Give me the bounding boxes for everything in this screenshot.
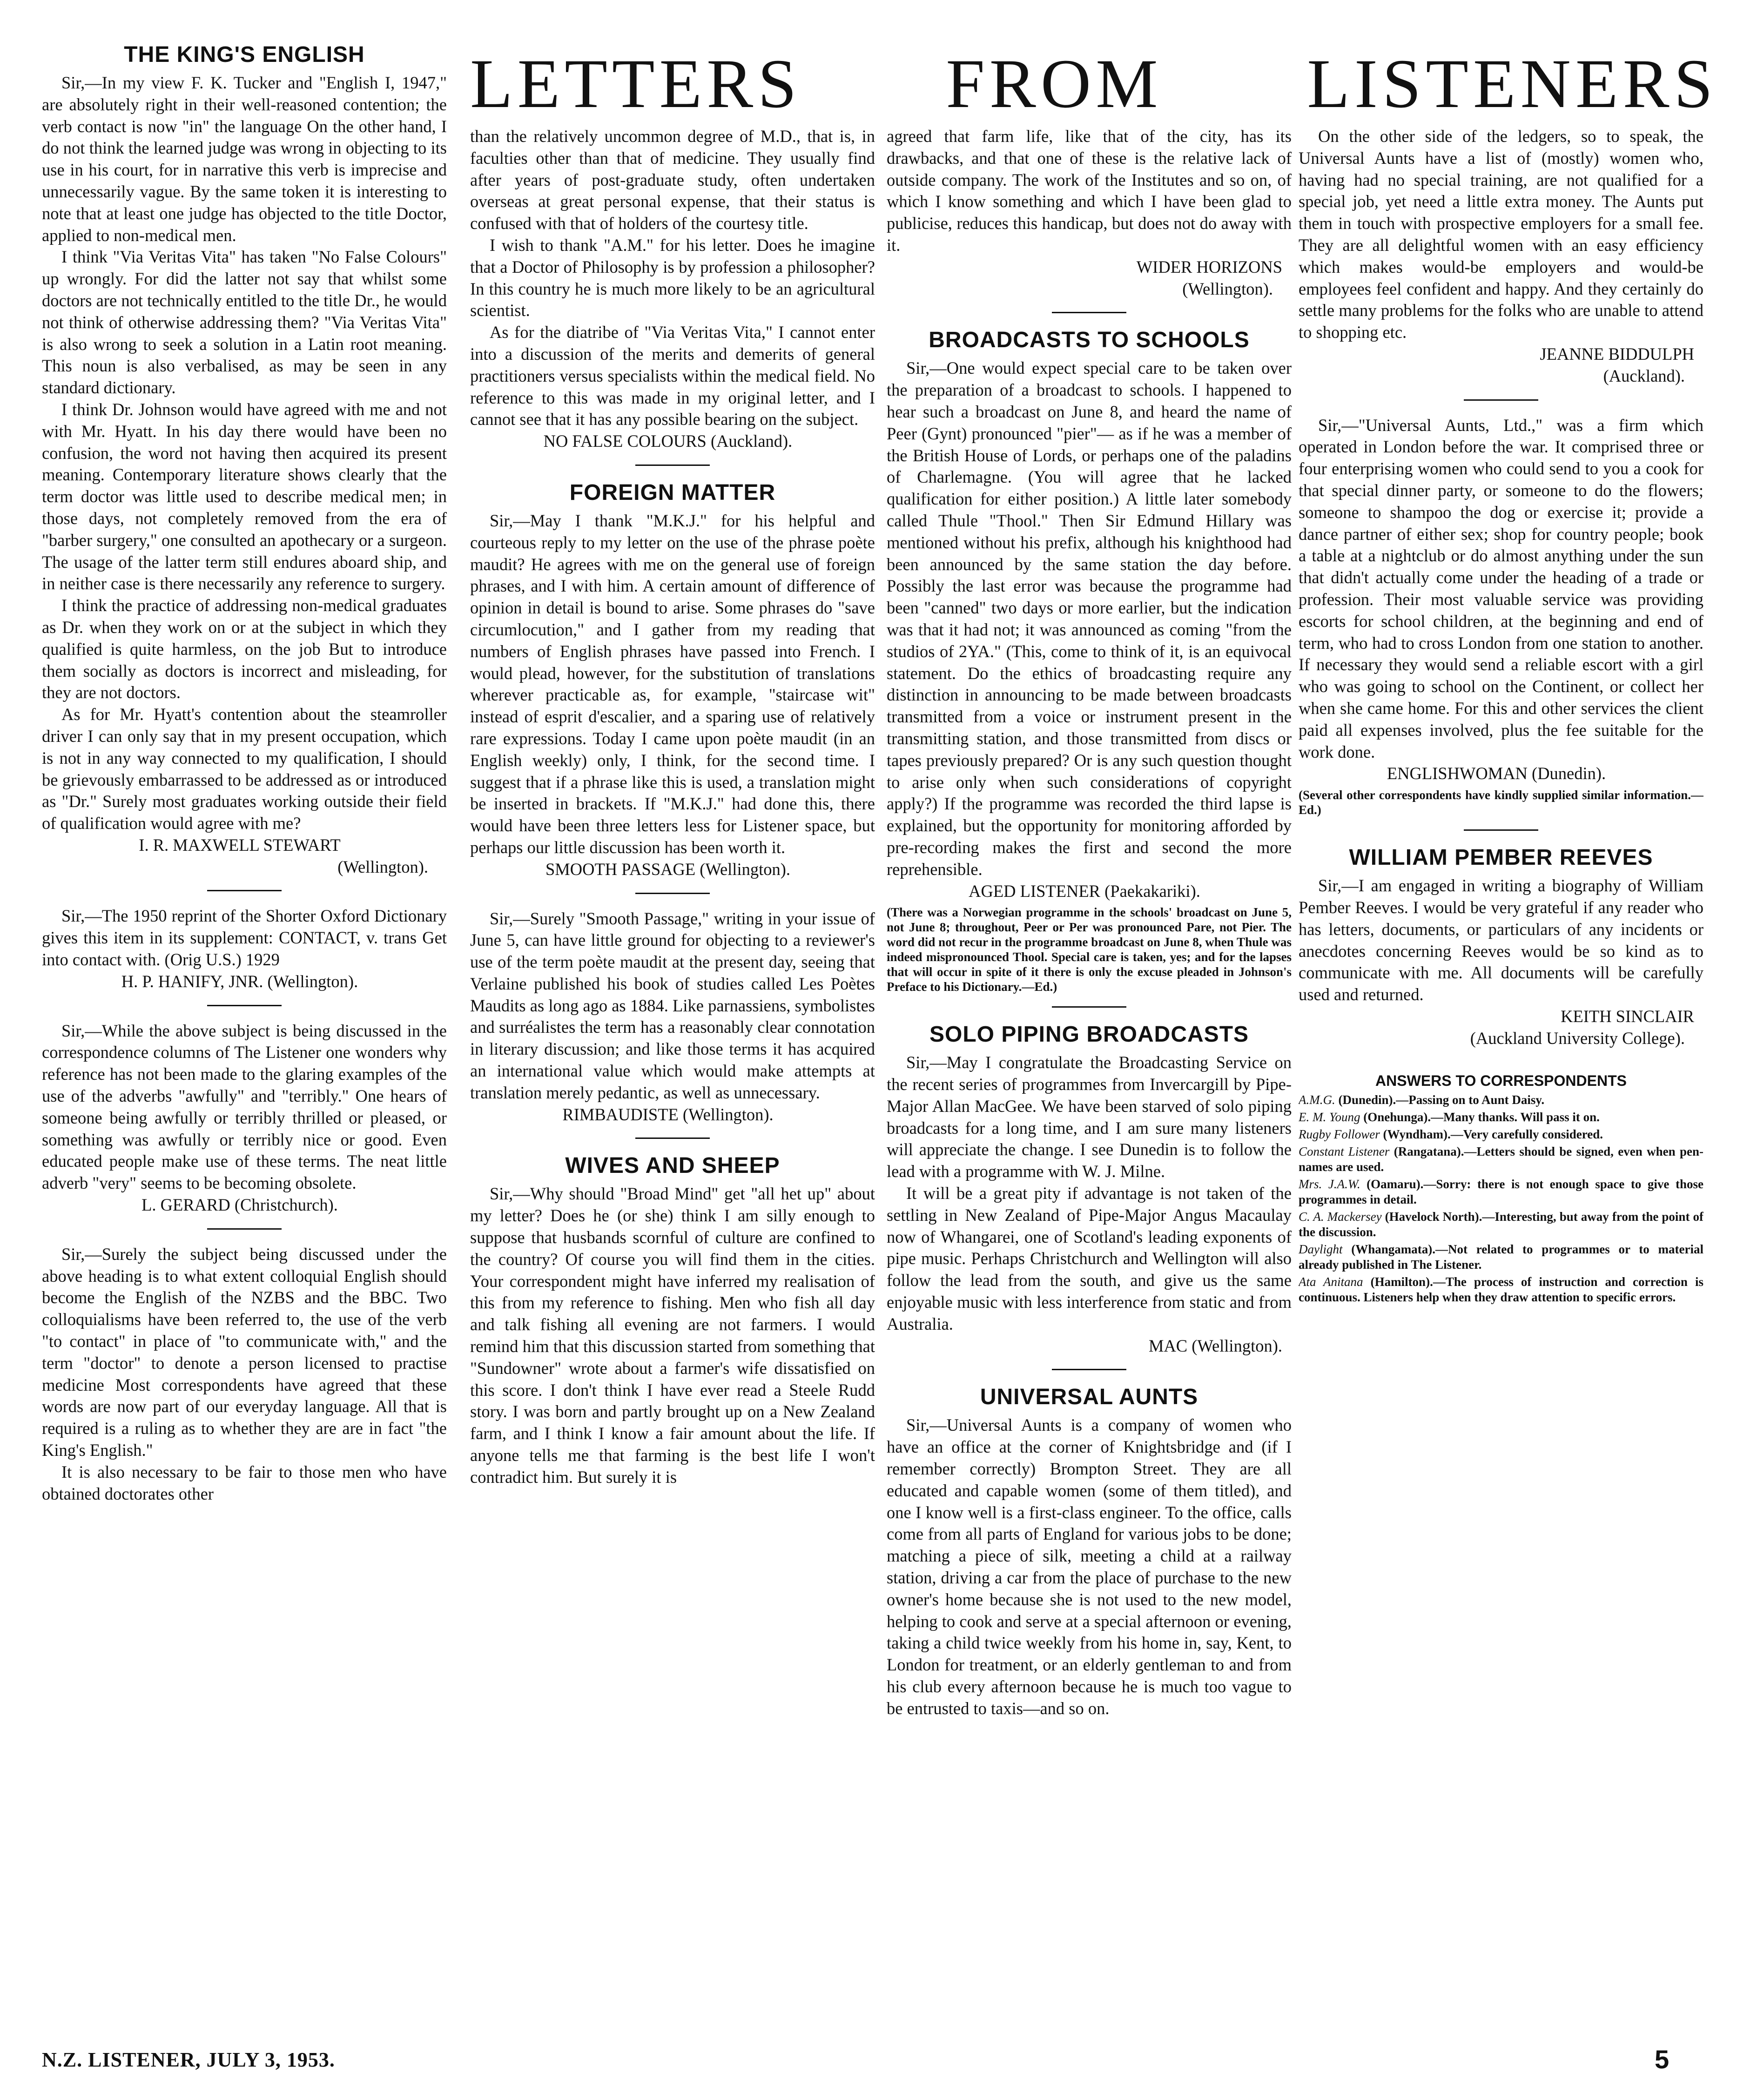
heading-solo-piping: SOLO PIPING BROADCASTS (929, 1022, 1249, 1047)
divider (1464, 399, 1538, 401)
answer-correspondent: Mrs. J.A.W. (1299, 1177, 1360, 1191)
letter-paragraph: Sir,—May I thank "M.K.J." for his helpful and courteous reply to my letter on the use of the phrase poète maudit? He agrees with me on the general use of foreign phrases, and I with him. A certain amount of difference of opinion in detail is bound to arise. Some phrases do "save circumlocution," and I gather from my reading that numbers of English phrases have passed into French. I would plead, however, for the substitution of translations wherever practicable as, for example, "staircase wit" instead of esprit d'escalier, and a sparing use of relatively rare expressions. Today I came upon poète maudit (in an English weekly) only, I think, for the second time. I suggest that if a phrase like this is used, a translation might be inserted in brackets. If "M.K.J." had done this, there would have been three letters less for Listener space, but perhaps our little discussion has been worth it. (470, 511, 875, 857)
footer-publication: N.Z. LISTENER, JULY 3, 1953. (42, 2048, 335, 2071)
letter-paragraph: It will be a great pity if advantage is not taken of the settling in New Zealand of Pipe-Major Angus Macaulay now of Whangarei, one of Scotland's leading exponents of pipe music. Perhaps Christchurch and Wellington will also follow the lead from the south, and give us the same enjoyable music with less interference from static and from Australia. (887, 1184, 1292, 1333)
letter-paragraph: On the other side of the ledgers, so to speak, the Universal Aunts have a list of (mostly) women who, having had no special training, are not qualified for a special job, yet need a little extra money. The Aunts put them in touch with prospective employers for a small fee. They are all delightful women with an easy efficiency which makes would-be employers and would-be employees feel confident and happy. And they certainly do settle many problems for the folks who are unable to attend to shopping etc. (1299, 127, 1703, 342)
letter-paragraph: I wish to thank "A.M." for his letter. Does he imagine that a Doctor of Philosophy is by profession a philosopher? In this country he is much more likely to be an agricultural scientist. (470, 235, 875, 320)
answer-item (1299, 1274, 1703, 1305)
answer-item (1299, 1092, 1703, 1108)
letter-paragraph: As for the diatribe of "Via Veritas Vita," I cannot enter into a discussion of the merits and demerits of general practitioners versus specialists within the medical field. No reference to this was made in my original letter, and I cannot see that it has any possible bearing on the subject. (470, 323, 875, 429)
answer-item (1299, 1110, 1703, 1125)
divider (1052, 1369, 1126, 1370)
masthead-word-letters: LETTERS (470, 45, 801, 122)
signature: WIDER HORIZONS (1136, 257, 1282, 276)
letter-paragraph: As for Mr. Hyatt's contention about the steamroller driver I can only say that in my present occupation, which is not in any way connected to my qualification, I should be grievously embarrassed to be addressed as or introduced as "Dr." Surely most graduates working outside their field of qualification would agree with me? (42, 705, 447, 833)
signature-place: (Auckland University College). (1470, 1028, 1685, 1048)
signature: AGED LISTENER (Paekakariki). (969, 881, 1200, 901)
answer-text: (Whangamata).—Not related to programmes or to material already published in The Listener. (1299, 1242, 1703, 1272)
masthead (470, 45, 1717, 122)
signature: H. P. HANIFY, JNR. (Wellington). (121, 971, 358, 991)
answer-text: (Rangatana).—Letters should be signed, even when pen-names are used. (1299, 1144, 1703, 1174)
letter-paragraph: Sir,—May I congratulate the Broadcasting Service on the recent series of programmes from Invercargill by Pipe-Major Allan MacGee. We have been starved of solo piping broadcasts for a long time, and I am sure many listeners will appreciate the change. I see Dunedin is to follow the lead with a programme with W. J. Milne. (887, 1053, 1292, 1181)
signature: NO FALSE COLOURS (Auckland). (543, 431, 793, 451)
signature: JEANNE BIDDULPH (1540, 344, 1694, 363)
editor-note: (Several other correspondents have kindly supplied similar information.—Ed.) (1299, 788, 1703, 817)
answer-correspondent: E. M. Young (1299, 1110, 1360, 1124)
answer-item (1299, 1127, 1703, 1142)
divider (207, 1005, 282, 1006)
heading-kings-english: THE KING'S ENGLISH (124, 42, 365, 67)
answer-text: (Wyndham).—Very carefully considered. (1380, 1127, 1603, 1142)
letter-paragraph: Sir,—In my view F. K. Tucker and "English I, 1947," are absolutely right in their well-reasoned contention; the verb contact is now "in" the language On the other hand, I do not think the learned judge was wrong in objecting to its use in his court, for in narrative this verb is imprecise and unnecessarily vague. By the same token it is interesting to note that at least one judge has objected to the title Doctor, applied to non-medical men. (42, 73, 447, 245)
heading-foreign-matter: FOREIGN MATTER (569, 480, 776, 505)
signature: RIMBAUDISTE (Wellington). (562, 1104, 774, 1124)
divider (207, 890, 282, 891)
answer-item (1299, 1242, 1703, 1272)
signature: KEITH SINCLAIR (1561, 1006, 1694, 1026)
answer-correspondent: Rugby Follower (1299, 1127, 1380, 1142)
divider (1464, 829, 1538, 831)
signature: ENGLISHWOMAN (Dunedin). (1387, 764, 1606, 783)
letter-paragraph: I think "Via Veritas Vita" has taken "No False Colours" up wrongly. For did the latter not say that whilst some doctors are not technically entitled to the title Dr., he would not think of otherwise addressing them? "Via Veritas Vita" is also wrong to seek a solution in a Latin root meaning. This noun is also verbalised, as may be seen in any standard dictionary. (42, 247, 447, 397)
masthead-word-from: FROM (946, 45, 1163, 122)
answer-item (1299, 1177, 1703, 1207)
answer-text: (Oamaru).—Sorry: there is not enough space to give those programmes in detail. (1299, 1177, 1703, 1207)
divider (1052, 1006, 1126, 1008)
signature-place: (Auckland). (1603, 366, 1685, 385)
heading-answers-to-correspondents: ANSWERS TO CORRESPONDENTS (1375, 1072, 1627, 1090)
heading-universal-aunts: UNIVERSAL AUNTS (980, 1385, 1198, 1410)
signature: I. R. MAXWELL STEWART (139, 835, 341, 855)
answer-correspondent: A.M.G. (1299, 1093, 1335, 1107)
divider (635, 1138, 710, 1139)
column-4 (1299, 126, 1703, 2057)
divider (1052, 312, 1126, 313)
answers-list (1299, 1092, 1703, 1305)
letter-paragraph: I think the practice of addressing non-medical graduates as Dr. when they work on or at the subject in which they qualified is quite harmless, on the job But to introduce them socially as doctors is incorrect and misleading, for they are not doctors. (42, 596, 447, 702)
letter-paragraph: Sir,—One would expect special care to be taken over the preparation of a broadcast to schools. I happened to hear such a broadcast on June 8, and heard the name of Peer (Gynt) pronounced "pier"— as if he was a member of the British House of Lords, or perhaps one of the paladins of Charlemagne. (You will agree that he lacked qualification for either position.) A little later somebody called Thule "Thool." Then Sir Edmund Hillary was mentioned without his prefix, although his knighthood had been announced by the same station the day before. Possibly the last error was because the programme had been "canned" two days or more earlier, but the indication was that it had not; it was announced as coming "from the studios of 2YA." (This, come to think of it, is an equivocal statement. Do the ethics of broadcasting require any distinction in announcing to be made between broadcasts transmitted from a voice or instrument present in the transmitting station, and those transmitted from discs or tapes previously prepared? Or is any such question thought to arise only when such considerations of copyright apply?) If the programme was recorded the third lapse is explained, but the opportunity for monitoring afforded by pre-recording makes the first and second the more reprehensible. (887, 358, 1292, 879)
signature: L. GERARD (Christchurch). (141, 1195, 338, 1215)
letter-paragraph: Sir,—The 1950 reprint of the Shorter Oxford Dictionary gives this item in its supplement: CONTACT, v. trans Get into contact with. (Orig U.S.) 1929 (42, 906, 447, 969)
signature: SMOOTH PASSAGE (Wellington). (545, 859, 791, 879)
page-number: 5 (1655, 2045, 1670, 2074)
letter-paragraph: Sir,—Why should "Broad Mind" get "all het up" about my letter? Does he (or she) think I am silly enough to suppose that husbands scornful of culture are confined to the country? Of course you will find them in the cities. Your correspondent might have inferred my realisation of this from my reference to fishing. Men who fish all day and talk fishing all evening are not farmers. I would remind him that this discussion started from something that "Sundowner" wrote about a farmer's wife dissatisfied on this score. I don't think I have ever read a Steele Rudd story. I was born and partly brought up on a New Zealand farm, and I think I know a fair amount about the life. If anyone tells me that farming is the best life I won't contradict him. But surely it is (470, 1184, 875, 1487)
column-2 (470, 126, 875, 2057)
answer-item (1299, 1144, 1703, 1175)
letter-paragraph: Sir,—Surely "Smooth Passage," writing in your issue of June 5, can have little ground for objecting to a reviewer's use of the term poète maudit at the present day, seeing that Verlaine published his book of studies called Les Poètes Maudits as long ago as 1884. Like parnassiens, symbolistes and surréalistes the term has a reasonably clear connotation in literary discussion; and like those terms it has acquired an international value which would make attempts at translation merely pedantic, as well as unnecessary. (470, 909, 875, 1102)
divider (635, 464, 710, 466)
answer-text: (Dunedin).—Passing on to Aunt Daisy. (1335, 1093, 1545, 1107)
letter-paragraph: agreed that farm life, like that of the city, has its drawbacks, and that one of these is the relative lack of outside company. The work of the Institutes and so on, of which I know something and which I have been glad to publicise, reduces this handicap, but does not do away with it. (887, 127, 1292, 255)
letter-paragraph: I think Dr. Johnson would have agreed with me and not with Mr. Hyatt. In his day there would have been no confusion, the word not having then acquired its present meaning. Contemporary literature shows clearly that the term doctor was little used to describe medical men; in those days, not completely removed from the era of "barber surgery," one consulted an apothecary or a surgeon. The usage of the latter term still endures aboard ship, and in neither case is there necessarily any reference to surgery. (42, 399, 447, 593)
column-3 (887, 126, 1292, 2057)
editor-note: (There was a Norwegian programme in the schools' broadcast on June 5, not June 8; throughout, Peer or Per was pronounced Pare, not Pier. The word did not recur in the programme broadcast on June 8, when Thule was indeed mispronounced Thool. Special care is taken, yes; and for the lapses that will occur in spite of it there is only the excuse pleaded in Johnson's Preface to his Dictionary.—Ed.) (887, 905, 1292, 994)
letter-paragraph: Sir,—Universal Aunts is a company of women who have an office at the corner of Knightsbridge and (if I remember correctly) Brompton Street. They are all educated and capable women (some of them titled), and one I know well is a first-class engineer. To the office, calls come from all parts of England for various jobs to be done; matching a piece of silk, meeting a child at a railway station, driving a car from the place of purchase to the new owner's home because she is not used to the new model, helping to cook and serve at a special afternoon or evening, taking a child twice weekly from his home in, say, Kent, to London for treatment, or an elderly gentleman to and from his club every afternoon because he is much too vague to be entrusted to taxis—and so on. (887, 1415, 1292, 1718)
letter-paragraph: Sir,—"Universal Aunts, Ltd.," was a firm which operated in London before the war. It comprised three or four enterprising women who could send to you a cook for that special dinner party, or someone to do the flowers; someone to shampoo the dog or exercise it; provide a dance partner of either sex; shop for country people; book a table at a nightclub or do almost anything under the sun that didn't actually come under the heading of a trade or profession. Their most valuable service was providing escorts for school children, at the beginning and end of term, who had to cross London from one station to another. If necessary they would send a reliable escort with a girl who was going to school on the Continent, or collect her when she came home. For this and other services the client paid all expenses involved, plus the fee suitable for the work done. (1299, 415, 1703, 761)
divider (207, 1228, 282, 1230)
signature: MAC (Wellington). (1148, 1336, 1282, 1355)
letter-paragraph: Sir,—Surely the subject being discussed under the above heading is to what extent colloquial English should become the English of the NZBS and the BBC. Two colloquialisms have been referred to, the use of the verb "to contact" in place of "to communicate with," and the term "doctor" to denote a person licensed to practise medicine Most correspondents have agreed that these words are now part of our everyday language. All that is required is a ruling as to whether they are are in fact "the King's English." (42, 1244, 447, 1460)
answer-text: (Havelock North).—Interesting, but away from the point of the discussion. (1299, 1210, 1703, 1239)
heading-wives-and-sheep: WIVES AND SHEEP (565, 1153, 780, 1178)
column-1 (42, 0, 447, 2057)
letter-paragraph: Sir,—I am engaged in writing a biography of William Pember Reeves. I would be very grateful if any reader who has letters, documents, or particulars of any incidents or anecdotes concerning Reeves would be so kind as to communicate with me. All documents will be carefully used and returned. (1299, 876, 1703, 1004)
signature-place: (Wellington). (1182, 279, 1273, 298)
heading-broadcasts-to-schools: BROADCASTS TO SCHOOLS (929, 328, 1250, 353)
masthead-word-listeners: LISTENERS (1307, 45, 1717, 122)
answer-item (1299, 1209, 1703, 1240)
answer-correspondent: Constant Listener (1299, 1144, 1390, 1159)
answer-correspondent: Ata Anitana (1299, 1275, 1363, 1289)
letter-paragraph: Sir,—While the above subject is being discussed in the correspondence columns of The Listener one wonders why reference has not been made to the glaring examples of the use of the adverbs "awfully" and "terribly." One hears of someone being awfully or terribly thrilled or pleased, or something was awfully or terribly nice or good. Even educated people make use of these terms. The neat little adverb "very" seems to be becoming obsolete. (42, 1021, 447, 1193)
answer-text: (Onehunga).—Many thanks. Will pass it on. (1360, 1110, 1600, 1124)
heading-william-pember-reeves: WILLIAM PEMBER REEVES (1349, 845, 1653, 870)
letter-paragraph: than the relatively uncommon degree of M.D., that is, in faculties other than that of medicine. They usually find after years of post-graduate study, often undertaken overseas at great personal expense, that their status is confused with that of holders of the courtesy title. (470, 127, 875, 233)
answer-correspondent: Daylight (1299, 1242, 1343, 1257)
signature-place: (Wellington). (337, 857, 428, 876)
answer-correspondent: C. A. Mackersey (1299, 1210, 1382, 1224)
divider (635, 893, 710, 894)
answer-text: (Hamilton).—The process of instruction and correction is continuous. Listeners help when they draw attention to specific errors. (1299, 1275, 1703, 1305)
letter-paragraph: It is also necessary to be fair to those men who have obtained doctorates other (42, 1462, 447, 1503)
